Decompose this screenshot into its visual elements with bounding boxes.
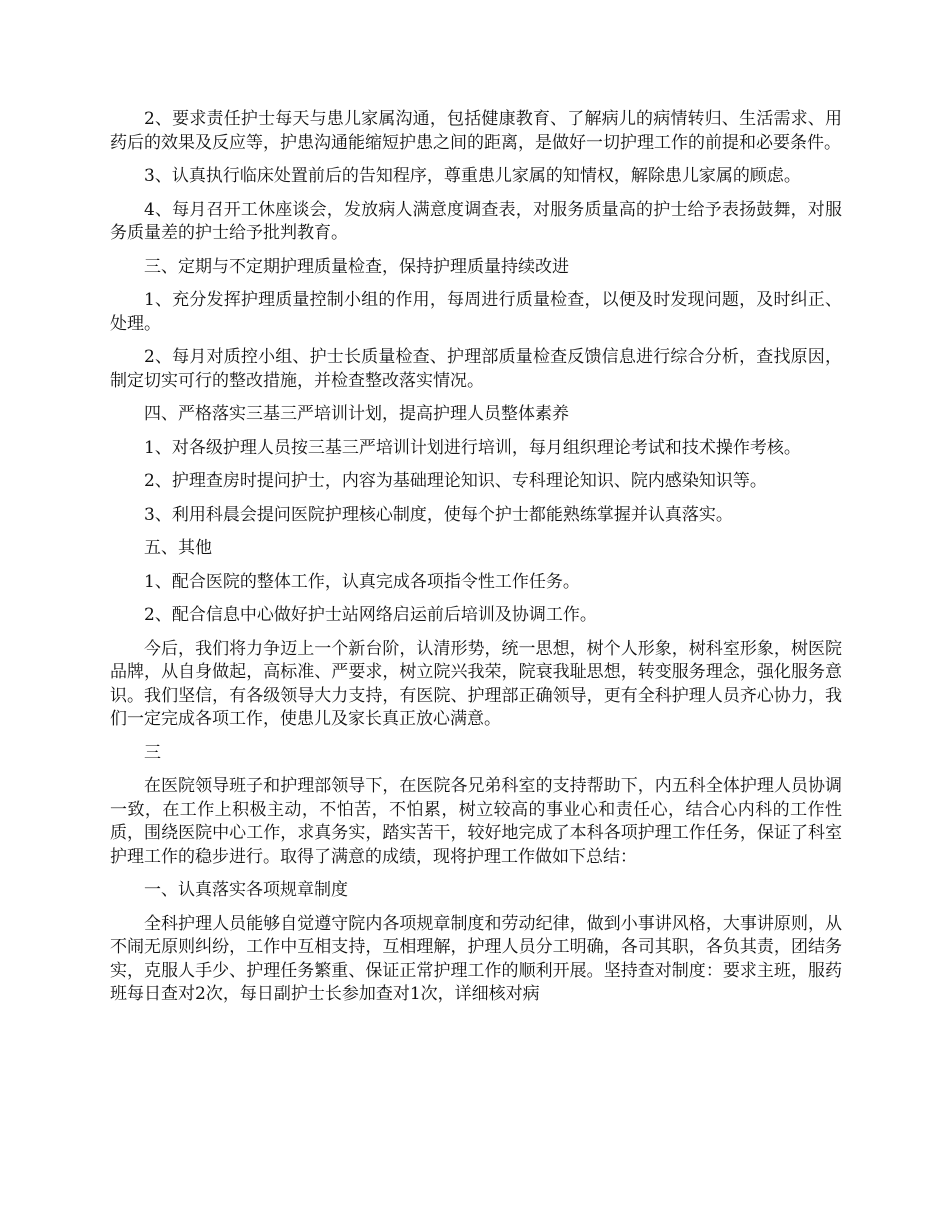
section-heading-1: 一、认真落实各项规章制度 — [144, 880, 348, 900]
section-heading-4: 四、严格落实三基三严培训计划，提高护理人员整体素养 — [144, 404, 569, 424]
paragraph-training-item-3: 3、利用科晨会提问医院护理核心制度，使每个护士都能熟练掌握并认真落实。 — [144, 504, 733, 525]
paragraph-outlook: 今后，我们将力争迈上一个新台阶，认清形势，统一思想，树个人形象，树科室形象，树医院品牌，从自身做起，高标准、严要求，树立院兴我荣，院衰我耻思想，转变服务理念，强化服务意识。我们坚信，有各级领导大力支持，有医院、护理部正确领导，更有全科护理人员齐心协力，我们一定完成各项工作，使患儿及家长真正放心满意。 — [110, 638, 842, 729]
paragraph-item-2-communication: 2、要求责任护士每天与患儿家属沟通，包括健康教育、了解病儿的病情转归、生活需求、用药后的效果及反应等，护患沟通能缩短护患之间的距离，是做好一切护理工作的前提和必要条件。 — [110, 109, 842, 153]
part-heading-3: 三 — [144, 742, 161, 763]
paragraph-other-item-1: 1、配合医院的整体工作，认真完成各项指令性工作任务。 — [144, 571, 580, 592]
document-body — [110, 108, 842, 1017]
paragraph-rules: 全科护理人员能够自觉遵守院内各项规章制度和劳动纪律，做到小事讲风格，大事讲原则，从不闹无原则纠纷，工作中互相支持，互相理解，护理人员分工明确，各司其职，各负其责，团结务实，克服人手少、护理任务繁重、保证正常护理工作的顺利开展。坚持查对制度：要求主班，服药班每日查对2次，每日副护士长参加查对1次，详细核对病 — [110, 913, 842, 1004]
paragraph-item-3-notification: 3、认真执行临床处置前后的告知程序，尊重患儿家属的知情权，解除患儿家属的顾虑。 — [144, 166, 801, 186]
section-heading-5: 五、其他 — [144, 538, 212, 558]
paragraph-item-4-meeting: 4、每月召开工休座谈会，发放病人满意度调查表，对服务质量高的护士给予表扬鼓舞，对服务质量差的护士给予批判教育。 — [110, 199, 842, 243]
paragraph-training-item-1: 1、对各级护理人员按三基三严培训计划进行培训，每月组织理论考试和技术操作考核。 — [144, 437, 801, 458]
paragraph-training-item-2: 2、护理查房时提问护士，内容为基础理论知识、专科理论知识、院内感染知识等。 — [144, 471, 767, 491]
paragraph-other-item-2: 2、配合信息中心做好护士站网络启运前后培训及协调工作。 — [144, 605, 597, 625]
section-heading-3: 三、定期与不定期护理质量检查，保持护理质量持续改进 — [144, 256, 569, 277]
paragraph-quality-item-2: 2、每月对质控小组、护士长质量检查、护理部质量检查反馈信息进行综合分析，查找原因，制定切实可行的整改措施，并检查整改落实情况。 — [110, 347, 842, 391]
paragraph-quality-item-1: 1、充分发挥护理质量控制小组的作用，每周进行质量检查，以便及时发现问题，及时纠正、处理。 — [110, 290, 842, 334]
paragraph-introduction: 在医院领导班子和护理部领导下，在医院各兄弟科室的支持帮助下，内五科全体护理人员协调一致，在工作上积极主动，不怕苦，不怕累，树立较高的事业心和责任心，结合心内科的工作性质，围绕医院中心工作，求真务实，踏实苦干，较好地完成了本科各项护理工作任务，保证了科室护理工作的稳步进行。取得了满意的成绩，现将护理工作做如下总结： — [110, 776, 842, 867]
